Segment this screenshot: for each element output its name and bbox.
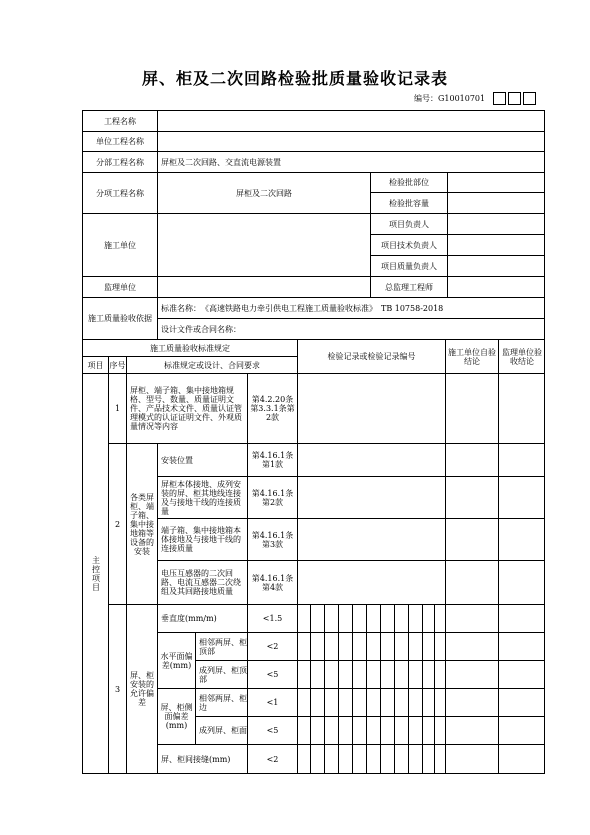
record-header: 检验记录或检验记录编号 — [327, 352, 416, 361]
inspection-capacity-field[interactable] — [448, 193, 544, 213]
item-1-no: 1 — [114, 404, 121, 413]
construction-unit-label: 施工单位 — [104, 240, 136, 250]
inspection-capacity-label: 检验批容量 — [389, 198, 429, 208]
item-2-sub-4-ref: 第4.16.1条第4款 — [251, 573, 294, 592]
side-sub-1: 相邻两屏、柜边 — [199, 693, 247, 712]
item-1-ref: 第4.2.20条第3.3.1条第2款 — [250, 395, 295, 422]
acceptance-standard-header: 施工质量验收标准规定 — [150, 343, 230, 353]
vertical-value: <1.5 — [262, 614, 283, 623]
item-project-value: 屏柜及二次回路 — [236, 188, 292, 198]
gap-label: 屏、柜间接缝(mm) — [161, 754, 231, 764]
chief-supervisor-label: 总监理工程师 — [385, 282, 433, 292]
side-sub-1-value: <1 — [266, 698, 279, 707]
inspection-part-label: 检验批部位 — [389, 178, 429, 187]
item-2-sub-1-ref: 第4.16.1条第1款 — [251, 451, 294, 469]
item-3-no: 3 — [114, 684, 121, 694]
code-label: 编号： — [414, 94, 438, 103]
item-2-sub-4-desc: 电压互感器的二次回路、电流互感器二次绕组及其回路接地质量 — [161, 569, 241, 596]
page-title: 屏、柜及二次回路检验批质量验收记录表 — [141, 69, 448, 88]
code-value: G10010701 — [438, 94, 486, 103]
horizontal-sub-2-value: <5 — [266, 670, 279, 679]
item-1-desc: 屏柜、端子箱、集中接地箱规格、型号、数量、质量证明文件、产品技术文件、质量认证管理模式的认证证明文件、外观质量情况等内容 — [130, 386, 242, 431]
item-2-sub-3-ref: 第4.16.1条第3款 — [251, 530, 294, 549]
supervision-conclusion-header: 监理单位验收结论 — [502, 347, 542, 366]
horizontal-sub-1-value: <2 — [266, 642, 279, 651]
inspection-part-field[interactable] — [448, 173, 544, 192]
item-2-sub-2-ref: 第4.16.1条第2款 — [251, 488, 294, 507]
side-sub-2-value: <5 — [266, 726, 279, 735]
horizontal-sub-2: 成列屏、柜顶部 — [199, 665, 247, 684]
main-control-label — [84, 374, 108, 773]
item-2-sub-1-desc: 安装位置 — [161, 455, 193, 465]
sub-project-label: 分部工程名称 — [96, 157, 144, 167]
construction-unit-field[interactable] — [158, 214, 370, 276]
design-doc-label: 设计文件或合同名称： — [161, 324, 241, 334]
project-name-label: 工程名称 — [104, 116, 136, 126]
horizontal-label: 水平面偏差(mm) — [160, 651, 193, 670]
item-header: 项目 — [87, 360, 104, 370]
unit-project-field[interactable] — [158, 132, 544, 151]
seq-header: 序号 — [109, 360, 126, 370]
horizontal-sub-1: 相邻两屏、柜顶部 — [199, 637, 247, 656]
construction-conclusion-header: 施工单位自验结论 — [448, 347, 496, 366]
item-2-no: 2 — [114, 519, 121, 529]
item-3-group: 屏、柜安装的允许偏差 — [130, 671, 154, 707]
unit-project-label: 单位工程名称 — [96, 137, 144, 146]
side-sub-2: 成列屏、柜面 — [199, 726, 247, 735]
item-project-label: 分项工程名称 — [96, 188, 144, 198]
quality-leader-label: 项目质量负责人 — [381, 261, 437, 271]
main-control-label-text: 主控项目 — [91, 555, 101, 592]
vertical-label: 垂直度(mm/m) — [161, 614, 217, 623]
side-label: 屏、柜侧面偏差(mm) — [160, 703, 193, 730]
gap-value: <2 — [266, 754, 279, 764]
standard-name: 标准名称： 《高速铁路电力牵引供电工程施工质量验收标准》 TB 10758-2018 — [161, 303, 444, 313]
supervision-unit-label: 监理单位 — [104, 282, 136, 292]
item-2-group: 各类屏柜、端子箱、集中接地箱等设备的安装 — [130, 492, 154, 556]
item-2-sub-2-desc: 屏柜本体接地、成列安装的屏、柜其地线连接及与接地干线的连接质量 — [161, 479, 241, 516]
sub-project-value: 屏柜及二次回路、交直流电源装置 — [161, 157, 281, 167]
basis-label: 施工质量验收依据 — [88, 313, 152, 323]
item-2-sub-3-desc: 端子箱、集中接地箱本体接地及与接地干线的连接质量 — [161, 526, 241, 553]
tech-leader-label: 项目技术负责人 — [381, 240, 437, 250]
project-name-field[interactable] — [158, 111, 544, 131]
requirement-header: 标准规定或设计、合同要求 — [164, 360, 260, 370]
project-leader-label: 项目负责人 — [389, 219, 429, 229]
